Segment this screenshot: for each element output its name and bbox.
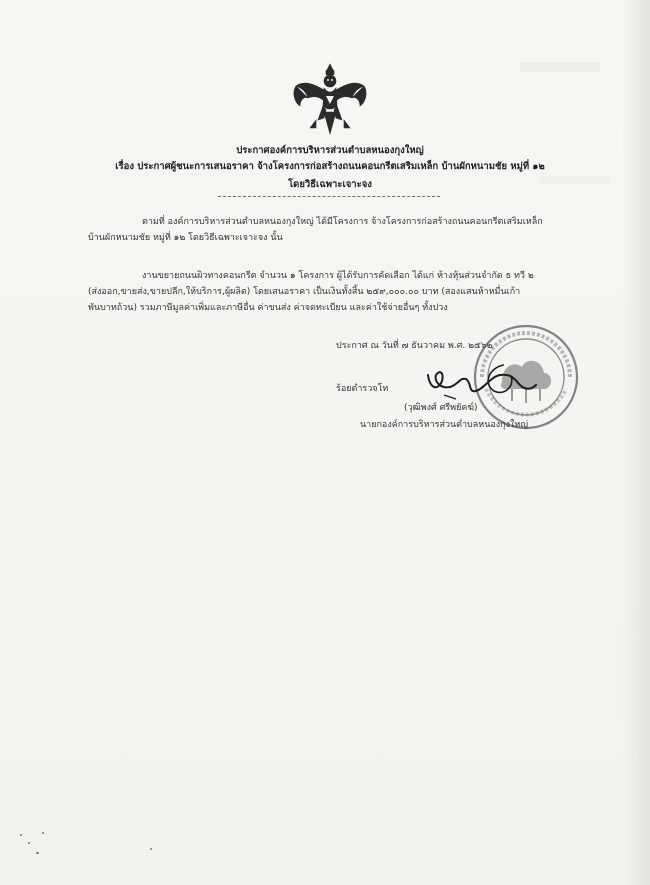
garuda-emblem-icon: [290, 62, 370, 140]
announcement-title: ประกาศองค์การบริหารส่วนตำบลหนองกุงใหญ่: [236, 145, 424, 156]
paragraph-2-line-1: งานขยายถนนผิวทางคอนกรีต จำนวน ๑ โครงการ ผู้ได้รับการคัดเลือก ได้แก่ ห้างหุ้นส่วนจำกัด ธ ทวี ๒: [142, 271, 534, 281]
paragraph-2-line-2: (ส่งออก,ขายส่ง,ขายปลีก,ให้บริการ,ผู้ผลิต) โดยเสนอราคา เป็นเงินทั้งสิ้น ๒๕๙,๐๐๐.๐๐ บาท (สองแสนห้าหมื่นเก้า: [88, 287, 521, 297]
paragraph-1-line-1: ตามที่ องค์การบริหารส่วนตำบลหนองกุงใหญ่ ได้มีโครงการ จ้างโครงการก่อสร้างถนนคอนกรีตเสริมเหล็ก: [142, 217, 543, 227]
scan-speck: [28, 842, 30, 844]
scan-speck: [20, 834, 22, 836]
paragraph-1-line-2: บ้านผักหนามชัย หมู่ที่ ๑๒ โดยวิธีเฉพาะเจาะจง นั้น: [88, 233, 283, 243]
scan-speck: [150, 848, 152, 850]
announcement-subject: เรื่อง ประกาศผู้ชนะการเสนอราคา จ้างโครงการก่อสร้างถนนคอนกรีตเสริมเหล็ก บ้านผักหนามชัย หมู่ที่ ๑๒: [115, 161, 545, 172]
signatory-name: (วุฒิพงศ์ ศรีพยัคฆ์): [404, 403, 478, 413]
bleed-through-mark: [520, 62, 600, 72]
paragraph-2-line-3: พันบาทถ้วน) รวมภาษีมูลค่าเพิ่มและภาษีอื่น ค่าขนส่ง ค่าจดทะเบียน และค่าใช้จ่ายอื่นๆ ทั้งปวง: [88, 303, 448, 313]
announcement-date: ประกาศ ณ วันที่ ๗ ธันวาคม พ.ศ. ๒๕๖๒: [336, 341, 493, 351]
separator-line: [218, 196, 440, 197]
signatory-rank: ร้อยตำรวจโท: [336, 384, 389, 394]
signatory-position: นายกองค์การบริหารส่วนตำบลหนองกุงใหญ่: [360, 420, 529, 430]
announcement-method: โดยวิธีเฉพาะเจาะจง: [288, 179, 372, 190]
page-edge-shadow: [622, 0, 650, 885]
scan-speck: [36, 852, 39, 854]
scan-speck: [42, 832, 44, 834]
